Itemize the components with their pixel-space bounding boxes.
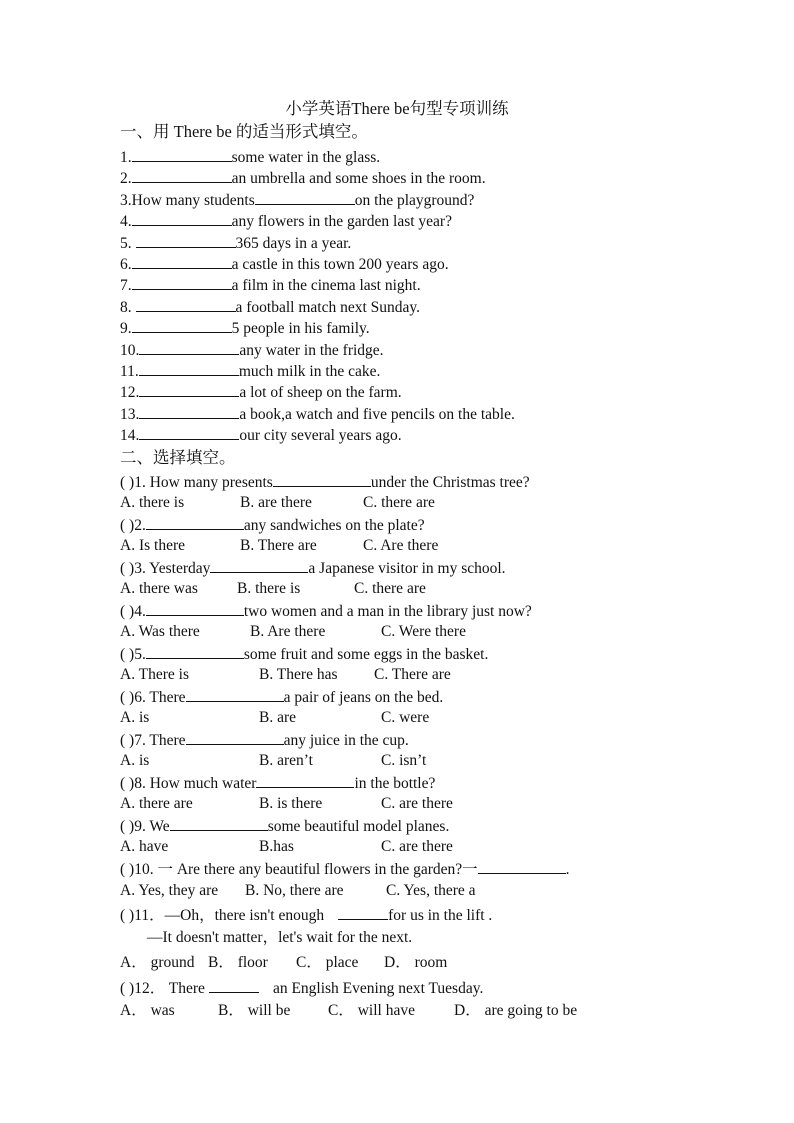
answer-blank[interactable]	[139, 360, 239, 376]
option-a: A． was	[120, 1002, 175, 1019]
answer-blank[interactable]	[273, 471, 371, 487]
question-options	[120, 493, 435, 513]
option-d: D． room	[384, 954, 448, 971]
fill-item	[120, 339, 384, 361]
fill-item-text: some water in the glass.	[231, 149, 381, 166]
option-a: A. there is	[120, 493, 185, 511]
option-b: B. aren’t	[259, 751, 313, 769]
fill-item-prefix: 11.	[120, 363, 139, 380]
fill-item-prefix: 6.	[120, 256, 132, 273]
option-b: B. There are	[240, 536, 317, 554]
question-prefix: ( )1. How many presents	[120, 474, 273, 491]
fill-item-prefix: 3.How many students	[120, 191, 255, 209]
option-c: C. there are	[363, 493, 435, 511]
question-text: some fruit and some eggs in the basket.	[243, 646, 489, 663]
option-c: C. There are	[374, 665, 451, 683]
option-c: C. Yes, there a	[386, 882, 476, 899]
answer-blank[interactable]	[209, 977, 259, 993]
option-a: A. Yes, they are	[120, 882, 219, 899]
option-b: B. there is	[237, 579, 301, 597]
question-options	[120, 794, 453, 814]
section2-heading: 二、选择填空。	[120, 448, 236, 467]
question-prefix: ( )3. Yesterday	[120, 560, 211, 577]
fill-item-text: a football match next Sunday.	[235, 298, 421, 316]
question-12	[120, 977, 483, 999]
fill-item-text: on the playground?	[354, 191, 475, 209]
question-10-end: .	[565, 861, 570, 878]
fill-item-text: a film in the cinema last night.	[231, 277, 421, 295]
question-options	[120, 579, 426, 599]
answer-blank[interactable]	[186, 686, 284, 702]
fill-item-text: much milk in the cake.	[238, 363, 381, 380]
answer-blank[interactable]	[136, 232, 236, 248]
fill-item	[120, 403, 515, 425]
fill-item	[120, 424, 402, 446]
answer-blank[interactable]	[478, 858, 566, 874]
option-c: C. were	[381, 708, 430, 726]
fill-item-prefix: 2.	[120, 170, 132, 188]
fill-item-text: any flowers in the garden last year?	[231, 213, 452, 231]
fill-item-text: an umbrella and some shoes in the room.	[231, 170, 486, 188]
option-a: A. Is there	[120, 536, 185, 554]
answer-blank[interactable]	[132, 317, 232, 333]
option-a: A. Was there	[120, 622, 200, 640]
question	[120, 600, 532, 622]
answer-blank[interactable]	[146, 514, 244, 530]
question-options	[120, 708, 429, 728]
fill-item	[120, 253, 449, 275]
question-text: in the bottle?	[354, 775, 436, 792]
question-prefix: ( )4.	[120, 603, 146, 620]
option-a: A. have	[120, 837, 169, 855]
question	[120, 643, 488, 665]
answer-blank[interactable]	[146, 643, 244, 659]
question-prefix: ( )2.	[120, 517, 146, 534]
option-a: A. is	[120, 708, 150, 726]
option-b: B. There has	[259, 665, 338, 683]
question-options	[120, 837, 453, 857]
answer-blank[interactable]	[132, 210, 232, 226]
question-12-options	[120, 1001, 577, 1021]
option-b: B. is there	[259, 794, 323, 812]
question-prefix: ( )9. We	[120, 818, 170, 835]
answer-blank[interactable]	[186, 729, 284, 745]
fill-item	[120, 296, 420, 318]
answer-blank[interactable]	[132, 146, 232, 162]
question	[120, 815, 449, 837]
question	[120, 514, 425, 536]
answer-blank[interactable]	[139, 381, 239, 397]
option-b: B． floor	[208, 954, 268, 971]
option-c: C． will have	[328, 1002, 415, 1019]
fill-item-text: a castle in this town 200 years ago.	[231, 256, 449, 273]
option-d: D． are going to be	[454, 1002, 578, 1019]
question-prefix: ( )6. There	[120, 689, 186, 706]
option-c: C． place	[296, 954, 359, 971]
answer-blank[interactable]	[338, 904, 388, 920]
question-11-options	[120, 953, 447, 973]
answer-blank[interactable]	[139, 424, 239, 440]
option-a: A. there are	[120, 794, 193, 812]
question-options	[120, 622, 466, 642]
option-b: B. No, there are	[245, 882, 344, 899]
question-12-text: ( )12． There	[120, 980, 205, 997]
option-c: C. isn’t	[381, 751, 427, 769]
question	[120, 471, 530, 493]
option-b: B. are	[259, 708, 297, 726]
option-c: C. are there	[381, 794, 453, 812]
fill-item	[120, 232, 351, 254]
fill-item	[120, 360, 380, 382]
question-11-text: ( )11．—Oh，there isn't enough	[120, 907, 325, 924]
question-11-post: for us in the lift .	[388, 907, 493, 924]
answer-blank[interactable]	[210, 557, 308, 573]
answer-blank[interactable]	[132, 253, 232, 269]
fill-item	[120, 317, 370, 339]
option-a: A． ground	[120, 954, 195, 971]
question-options	[120, 751, 426, 771]
question-options	[120, 536, 438, 556]
question-text: some beautiful model planes.	[267, 818, 450, 835]
question-prefix: ( )5.	[120, 646, 146, 663]
option-a: A. there was	[120, 579, 198, 597]
fill-item-prefix: 10.	[120, 341, 140, 359]
question-11-line2: —It doesn't matter，let's wait for the next.	[147, 929, 413, 946]
fill-item-text: a book,a watch and five pencils on the table.	[239, 405, 515, 423]
question-text: any sandwiches on the plate?	[243, 517, 425, 534]
question-text: a pair of jeans on the bed.	[283, 689, 444, 706]
fill-item-prefix: 8.	[120, 298, 136, 316]
question-text: under the Christmas tree?	[370, 474, 530, 491]
question-options	[120, 665, 451, 685]
question	[120, 729, 409, 751]
answer-blank[interactable]	[139, 403, 239, 419]
question-text: two women and a man in the library just now?	[243, 603, 532, 620]
fill-item-prefix: 1.	[120, 149, 132, 166]
question	[120, 772, 435, 794]
option-c: C. are there	[381, 837, 453, 855]
fill-item	[120, 146, 380, 168]
fill-item	[120, 210, 452, 232]
question-text: a Japanese visitor in my school.	[308, 560, 506, 577]
answer-blank[interactable]	[132, 274, 232, 290]
question-prefix: ( )8. How much water	[120, 775, 257, 792]
fill-item-text: a lot of sheep on the farm.	[239, 384, 402, 402]
section1-heading: 一、用 There be 的适当形式填空。	[120, 122, 368, 141]
option-a: A. There is	[120, 665, 190, 683]
question-10	[120, 858, 570, 880]
fill-item-prefix: 7.	[120, 277, 132, 295]
option-c: C. Were there	[381, 622, 466, 640]
page-title: 小学英语There be句型专项训练	[285, 99, 509, 118]
question	[120, 557, 506, 579]
option-c: C. Are there	[363, 536, 439, 554]
fill-item	[120, 274, 421, 296]
question	[120, 686, 443, 708]
fill-item-prefix: 4.	[120, 213, 132, 231]
option-b: B． will be	[218, 1002, 291, 1019]
fill-item	[120, 381, 402, 403]
answer-blank[interactable]	[255, 189, 355, 205]
answer-blank[interactable]	[256, 772, 354, 788]
question-11	[120, 904, 492, 926]
answer-blank[interactable]	[146, 600, 244, 616]
answer-blank[interactable]	[132, 167, 232, 183]
fill-item-prefix: 13.	[120, 405, 140, 423]
fill-item-text: 365 days in a year.	[235, 234, 352, 252]
answer-blank[interactable]	[139, 339, 239, 355]
answer-blank[interactable]	[136, 296, 236, 312]
option-a: A. is	[120, 751, 150, 769]
fill-item-prefix: 9.	[120, 320, 132, 338]
option-b: B. are there	[240, 493, 312, 511]
fill-item-prefix: 14.	[120, 427, 140, 445]
fill-item	[120, 167, 486, 189]
question-prefix: ( )7. There	[120, 732, 186, 749]
question-12-post: an English Evening next Tuesday.	[272, 980, 484, 997]
option-b: B.has	[259, 837, 294, 855]
question-10-text: ( )10. 一 Are there any beautiful flowers in the garden?一	[120, 861, 478, 878]
answer-blank[interactable]	[170, 815, 268, 831]
fill-item-prefix: 5.	[120, 234, 136, 252]
option-c: C. there are	[354, 579, 426, 597]
fill-item	[120, 189, 474, 211]
question-text: any juice in the cup.	[283, 732, 409, 749]
fill-item-text: any water in the fridge.	[239, 341, 384, 359]
fill-item-text: our city several years ago.	[239, 427, 402, 445]
fill-item-text: 5 people in his family.	[231, 320, 370, 338]
fill-item-prefix: 12.	[120, 384, 140, 402]
question-10-options	[120, 881, 476, 901]
option-b: B. Are there	[250, 622, 326, 640]
